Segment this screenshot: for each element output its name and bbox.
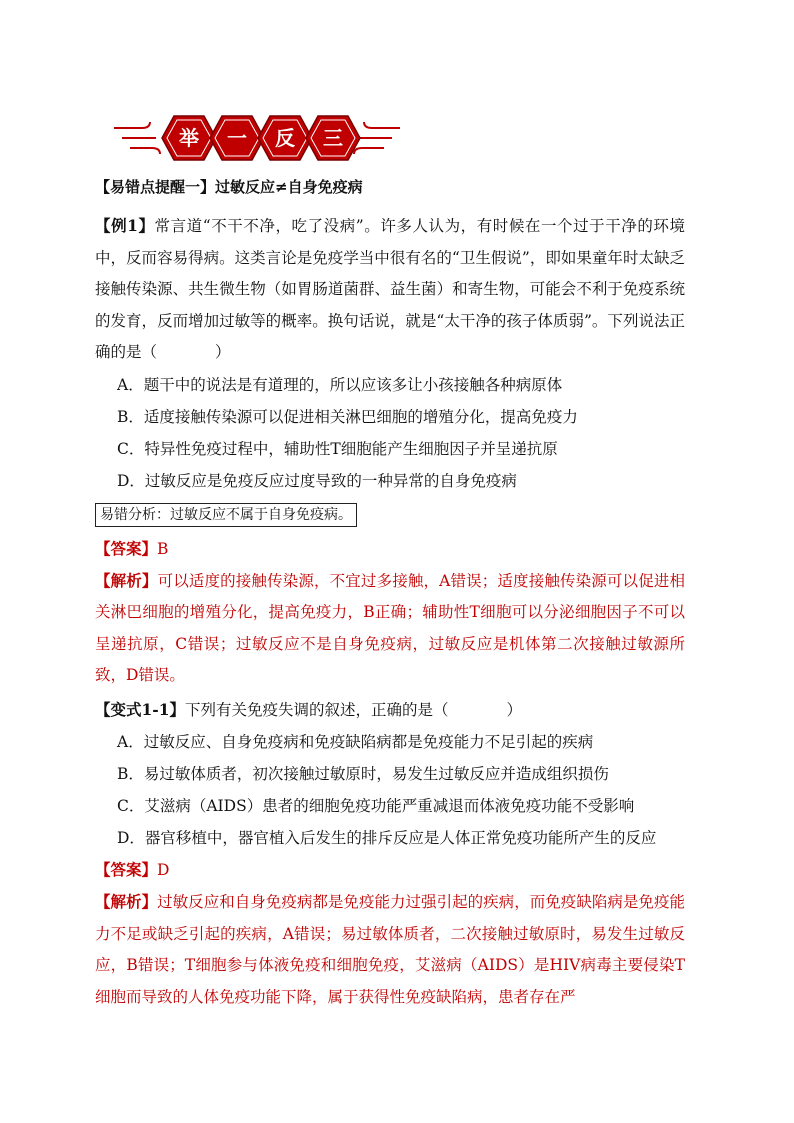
example-1-analysis-label: 【解析】 xyxy=(95,570,158,590)
example-1-option-d: D．过敏反应是免疫反应过度导致的一种异常的自身免疫病 xyxy=(117,471,517,490)
variant-1-question xyxy=(95,694,685,727)
document-body xyxy=(95,176,685,1013)
variant-1-question-text: 下列有关免疫失调的叙述，正确的是（ xyxy=(185,700,449,719)
variant-1-answer xyxy=(95,854,685,886)
example-1-option-c: C．特异性免疫过程中，辅助性T细胞能产生细胞因子并呈递抗原 xyxy=(117,439,558,458)
variant-1-option-c: C．艾滋病（AIDS）患者的细胞免疫功能严重减退而体液免疫功能不受影响 xyxy=(117,797,635,815)
example-1-question-end: ） xyxy=(215,343,231,361)
variant-1-option-a: A．过敏反应、自身免疫病和免疫缺陷病都是免疫能力不足引起的疾病 xyxy=(117,733,594,751)
variant-1-answer-label: 【答案】 xyxy=(95,860,158,879)
example-1-analysis xyxy=(95,565,685,692)
variant-1-analysis xyxy=(95,886,685,1013)
example-1-answer xyxy=(95,533,685,565)
variant-1-option-b: B．易过敏体质者，初次接触过敏原时，易发生过敏反应并造成组织损伤 xyxy=(117,765,609,783)
example-1-question xyxy=(95,210,685,369)
left-ornament xyxy=(114,122,160,154)
variant-1-option-d: D．器官移植中，器官植入后发生的排斥反应是人体正常免疫功能所产生的反应 xyxy=(117,829,657,847)
example-1-question-text: 常言道“不干不净，吃了没病”。许多人认为，有时候在一个过于干净的环境中，反而容易得病。这类言论是免疫学当中很有名的“卫生假说”，即如果童年时太缺乏接触传染源、共生微生物（如胃肠道菌群、益生菌）和寄生物，可能会不利于免疫系统的发育，反而增加过敏等的概率。换句话说，就是“太干净的孩子体质弱”。下列说法正确的是（ xyxy=(95,217,685,361)
example-1-answer-value: B xyxy=(157,539,169,558)
example-1-answer-label: 【答案】 xyxy=(95,538,158,558)
example-1-option-a: A．题干中的说法是有道理的，所以应该多让小孩接触各种病原体 xyxy=(117,375,563,394)
variant-1-label: 【变式1-1】 xyxy=(95,699,186,719)
banner-char-1: 举 xyxy=(179,126,199,150)
example-1-analysis-text: 可以适度的接触传染源，不宜过多接触，A错误；适度接触传染源可以促进相关淋巴细胞的增殖分化，提高免疫力，B正确；辅助性T细胞可以分泌细胞因子不可以呈递抗原，C错误；过敏反应不是自身免疫病，过敏反应是机体第二次接触过敏源所致，D错误。 xyxy=(95,571,685,684)
banner-char-2: 一 xyxy=(227,126,247,150)
example-1-option-b: B．适度接触传染源可以促进相关淋巴细胞的增殖分化，提高免疫力 xyxy=(117,407,578,426)
right-ornament xyxy=(354,122,400,154)
example-1-label: 【例1】 xyxy=(95,216,155,235)
variant-1-analysis-label: 【解析】 xyxy=(95,892,158,911)
variant-1-analysis-text: 过敏反应和自身免疫病都是免疫能力过强引起的疾病，而免疫缺陷病是免疫能力不足或缺乏引起的疾病，A错误；易过敏体质者，二次接触过敏原时，易发生过敏反应，B错误；T细胞参与体液免疫和细胞免疫，艾滋病（AIDS）是HIV病毒主要侵染T细胞而导致的人体免疫功能下降，属于获得性免疫缺陷病，患者存在严 xyxy=(95,893,685,1006)
section-heading: 【易错点提醒一】过敏反应≠自身免疫病 xyxy=(95,178,363,196)
banner-char-4: 三 xyxy=(323,126,343,150)
banner-graphic xyxy=(112,112,402,164)
error-analysis-note: 易错分析：过敏反应不属于自身免疫病。 xyxy=(95,503,357,527)
section-banner xyxy=(112,112,402,164)
variant-1-answer-value: D xyxy=(157,861,170,879)
variant-1-question-end: ） xyxy=(506,700,523,719)
banner-char-3: 反 xyxy=(275,126,295,150)
